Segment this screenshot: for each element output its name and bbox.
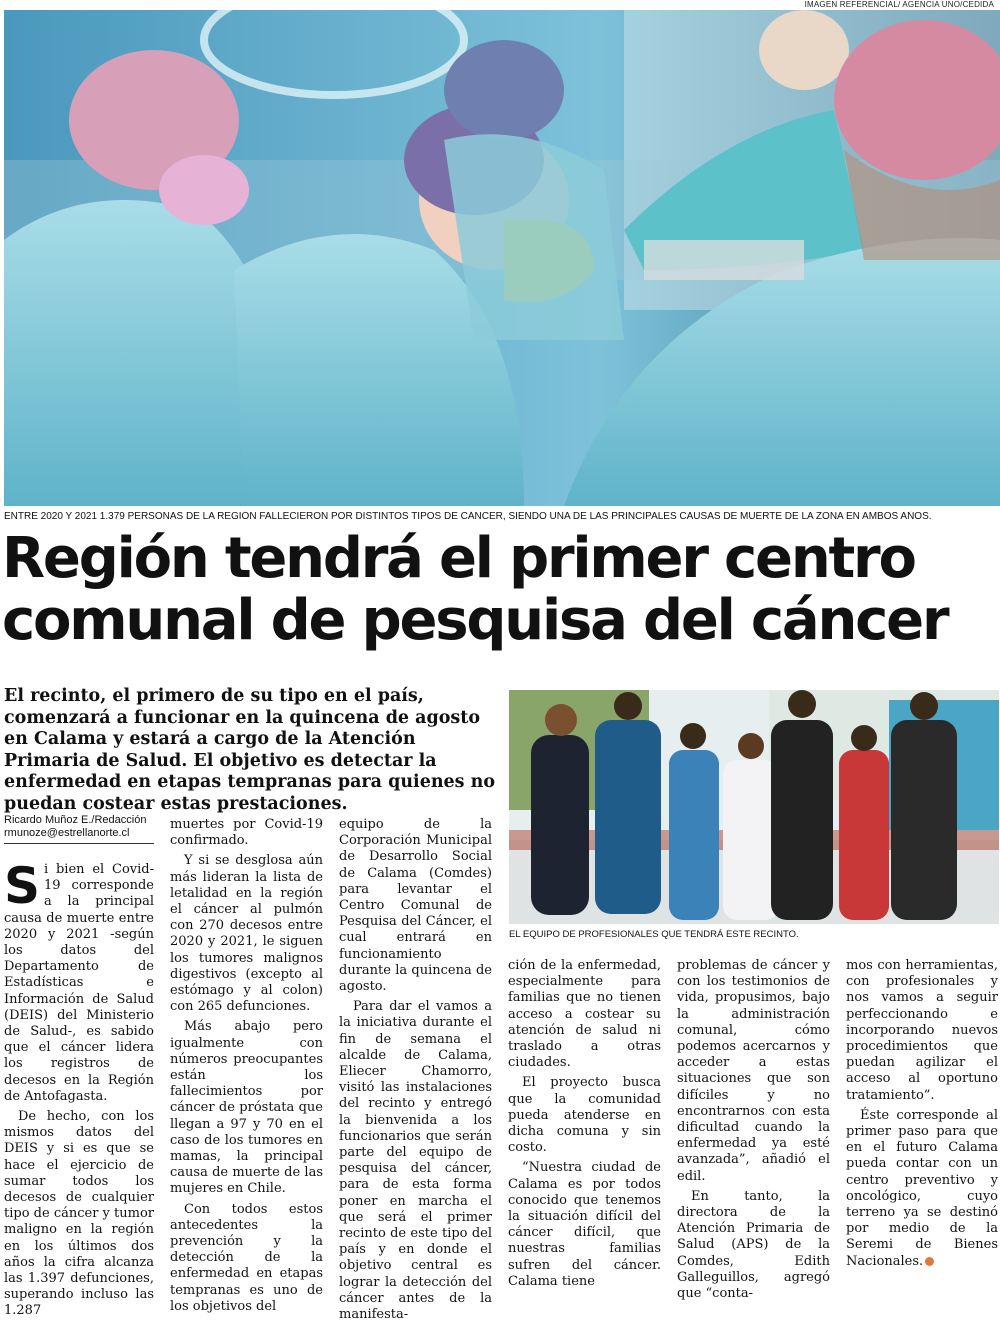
- col5-paragraph-2: En tanto, la directora de la Atención Primaria de Salud (APS) de la Comdes, Edith Galleguillos, agregó que “conta-: [677, 1188, 830, 1302]
- col4-paragraph-1: ción de la enfermedad, especialmente para familias que no tienen acceso a costear su atención de salud ni traslado a otras ciudades.: [508, 958, 661, 1071]
- col3-paragraph-2: Para dar el vamos a la iniciativa durante el fin de semana el alcalde de Calama, Eliecer Chamorro, visitó las instalaciones del recinto y entregó la bienvenida a los funcionarios que serán parte del equipo de pesquisa del cáncer, para de esta forma poner en marcha el que será el primer recinto de este tipo del país y en donde el objetivo central es lograr la detección del cáncer antes de la manifesta-: [339, 999, 492, 1323]
- drop-cap: S: [4, 857, 41, 915]
- column-4: [508, 958, 661, 1294]
- column-6: [846, 958, 998, 1274]
- headline-line-1: Región tendrá el primer centro: [2, 526, 915, 591]
- col2-paragraph-2: Y si se desglosa aún más lideran la lista de letalidad en la región el cáncer al pulmón con 270 decesos entre 2020 y 2021, le siguen los tumores malignos digestivos (excepto al estómago y al colon) con 265 defunciones.: [170, 853, 323, 1015]
- col5-paragraph-1: problemas de cáncer y con los testimonios de vida, propusimos, bajo la administración comunal, cómo podemos acercarnos y acceder a estas situaciones que son difíciles y no encontrarnos con esta dificultad cuando la enfermedad ya esté avanzada”, añadió el edil.: [677, 958, 830, 1184]
- col1-paragraph-1: i bien el Covid-19 corresponde a la principal causa de muerte entre 2020 y 2021 -según los datos del Departamento de Estadísticas e Información de Salud (DEIS) del Ministerio de Salud-, es sabido que el cáncer lidera los registros de decesos en la Región de Antofagasta.: [4, 862, 154, 1104]
- col2-paragraph-1: muertes por Covid-19 confirmado.: [170, 817, 323, 849]
- byline: [4, 814, 154, 844]
- headline-line-2: comunal de pesquisa del cáncer: [2, 588, 948, 653]
- photo-credit: IMAGEN REFERENCIAL/ AGENCIA UNO/CEDIDA: [804, 0, 994, 9]
- col2-paragraph-4: Con todos estos antecedentes la prevención y la detección de la enfermedad en etapas tempranas es uno de los objetivos del: [170, 1201, 323, 1314]
- col3-paragraph-1: equipo de la Corporación Municipal de Desarrollo Social de Calama (Comdes) para levantar el Centro Comunal de Pesquisa del Cáncer, el cual entrará en funcionamiento durante la quincena de agosto.: [339, 817, 492, 995]
- team-photo-caption: EL EQUIPO DE PROFESIONALES QUE TENDRÁ ESTE RECINTO.: [509, 929, 799, 940]
- author-email: rmunoze@estrellanorte.cl: [4, 827, 130, 839]
- column-5: [677, 958, 830, 1306]
- col4-paragraph-2: El proyecto busca que la comunidad pueda atenderse en dicha comuna y sin costo.: [508, 1075, 661, 1156]
- main-photo-surgery: [4, 10, 1000, 506]
- col6-paragraph-2: [846, 1108, 998, 1270]
- column-1: [4, 857, 154, 1324]
- headline: [2, 528, 998, 652]
- col6-paragraph-2-text: Éste corresponde al primer paso para que en el futuro Calama pueda contar con un centro preventivo y oncológico, cuyo terreno ya se destinó por medio de la Seremi de Bienes Nacionales.: [846, 1107, 998, 1269]
- photo-caption: ENTRE 2020 Y 2021 1.379 PERSONAS DE LA REGIÓN FALLECIERON POR DISTINTOS TIPOS DE CÁNCER, SIENDO UNA DE LAS PRINCIPALES CAUSAS DE MUERTE DE LA ZONA EN AMBOS AÑOS.: [4, 511, 932, 522]
- lead-paragraph: El recinto, el primero de su tipo en el país, comenzará a funcionar en la quincena de agosto en Calama y estará a cargo de la Atención Primaria de Salud. El objetivo es detectar la enfermedad en etapas tempranas para quienes no puedan costear estas prestaciones.: [4, 686, 496, 814]
- col6-paragraph-1: mos con herramientas, con profesionales y nos vamos a seguir perfeccionando e incorporando nuevos procedimientos que puedan agilizar el acceso al oportuno tratamiento”.: [846, 958, 998, 1103]
- column-3: [339, 817, 492, 1327]
- column-2: [170, 817, 323, 1319]
- col4-paragraph-3: “Nuestra ciudad de Calama es por todos conocido que tenemos la situación difícil del cáncer difícil, que nuestras familias sufren del cáncer. Calama tiene: [508, 1160, 661, 1289]
- author-name: Ricardo Muñoz E./Redacción: [4, 814, 147, 826]
- end-of-article-icon: [925, 1257, 934, 1266]
- team-photo: [509, 690, 999, 924]
- byline-rule: [4, 843, 154, 844]
- col1-paragraph-2: De hecho, con los mismos datos del DEIS y si es que se hace el ejercicio de sumar todos los decesos de cualquier tipo de cáncer y tumor maligno en la región en los últimos dos años la cifra alcanza las 1.397 defunciones, superando incluso las 1.287: [4, 1109, 154, 1319]
- col2-paragraph-3: Más abajo pero igualmente con números preocupantes están los fallecimientos por cáncer de próstata que llegan a 97 y 70 en el caso de los tumores en mamas, la principal causa de muerte de las mujeres en Chile.: [170, 1019, 323, 1197]
